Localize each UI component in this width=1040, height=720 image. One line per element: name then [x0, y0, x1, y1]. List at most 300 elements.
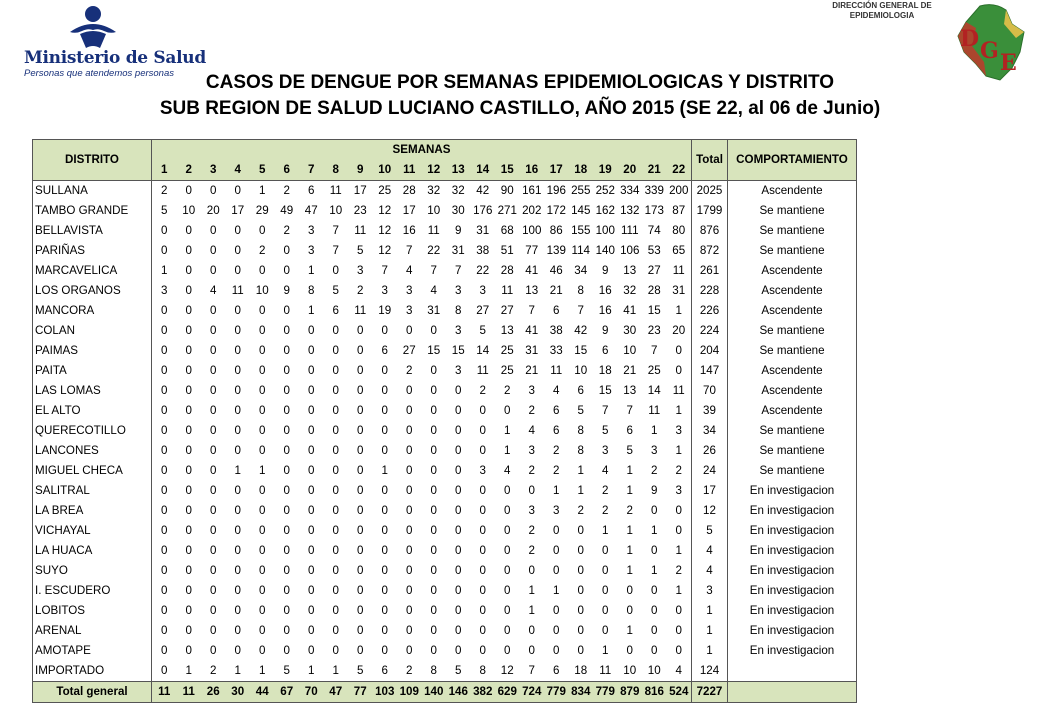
week-value: 20 — [672, 324, 686, 337]
week-value: 0 — [479, 604, 486, 617]
week-value: 0 — [234, 624, 241, 637]
week-value: 176 — [473, 204, 493, 217]
district-name: AMOTAPE — [33, 641, 152, 661]
week-value: 5 — [577, 404, 584, 417]
week-value: 0 — [357, 324, 364, 337]
table-row — [33, 461, 857, 481]
table-row — [33, 561, 857, 581]
week-value: 6 — [381, 344, 388, 357]
week-value: 4 — [553, 384, 560, 397]
week-value: 816 — [642, 682, 667, 703]
week-value: 0 — [577, 604, 584, 617]
table-row — [33, 501, 857, 521]
week-value: 3 — [455, 324, 462, 337]
week-value: 0 — [528, 564, 535, 577]
week-value: 16 — [598, 284, 612, 297]
row-total: 261 — [692, 261, 728, 281]
week-value: 1 — [308, 304, 315, 317]
district-name: MANCORA — [33, 301, 152, 321]
week-header-22: 22 — [667, 160, 692, 181]
week-value: 11 — [648, 404, 661, 417]
week-value: 0 — [332, 584, 339, 597]
row-total: 4 — [692, 561, 728, 581]
week-value: 0 — [283, 324, 290, 337]
week-value: 0 — [185, 384, 192, 397]
week-value: 0 — [234, 244, 241, 257]
week-value: 0 — [430, 404, 437, 417]
week-value: 25 — [378, 184, 392, 197]
week-value: 0 — [357, 364, 364, 377]
week-value: 1 — [528, 604, 535, 617]
week-value: 0 — [259, 224, 266, 237]
week-header-3: 3 — [201, 160, 226, 181]
week-value: 0 — [332, 324, 339, 337]
week-header-14: 14 — [471, 160, 496, 181]
week-value: 41 — [525, 264, 539, 277]
week-value: 0 — [479, 424, 486, 437]
week-value: 65 — [672, 244, 686, 257]
week-value: 11 — [177, 682, 202, 703]
row-comportamiento: Ascendente — [728, 381, 857, 401]
row-comportamiento: Ascendente — [728, 261, 857, 281]
week-value: 0 — [161, 644, 168, 657]
week-header-1: 1 — [152, 160, 177, 181]
week-value: 77 — [348, 682, 373, 703]
ministerio-person-icon — [20, 4, 170, 52]
week-value: 0 — [283, 264, 290, 277]
week-value: 30 — [226, 682, 251, 703]
week-value: 0 — [553, 604, 560, 617]
week-header-15: 15 — [495, 160, 520, 181]
week-value: 0 — [161, 444, 168, 457]
week-value: 0 — [161, 604, 168, 617]
row-comportamiento: En investigacion — [728, 481, 857, 501]
week-value: 6 — [544, 661, 569, 682]
week-value: 9 — [602, 264, 609, 277]
week-value: 0 — [528, 484, 535, 497]
week-value: 0 — [626, 644, 633, 657]
week-value: 1 — [161, 264, 168, 277]
week-value: 0 — [161, 564, 168, 577]
week-value: 9 — [455, 224, 462, 237]
week-value: 1 — [504, 444, 511, 457]
week-value: 0 — [210, 584, 217, 597]
week-value: 255 — [571, 184, 591, 197]
week-value: 8 — [577, 284, 584, 297]
week-value: 21 — [525, 364, 539, 377]
week-value: 0 — [308, 464, 315, 477]
week-value: 0 — [430, 384, 437, 397]
row-total: 1 — [692, 621, 728, 641]
week-value: 0 — [504, 644, 511, 657]
week-value: 3 — [553, 504, 560, 517]
week-value: 0 — [234, 584, 241, 597]
week-value: 0 — [259, 644, 266, 657]
week-value: 10 — [182, 204, 196, 217]
week-value: 5 — [161, 204, 168, 217]
district-name: COLAN — [33, 321, 152, 341]
week-value: 2 — [479, 384, 486, 397]
week-value: 779 — [544, 682, 569, 703]
week-value: 0 — [479, 504, 486, 517]
table-row — [33, 241, 857, 261]
week-value: 0 — [357, 404, 364, 417]
district-name: VICHAYAL — [33, 521, 152, 541]
week-value: 34 — [574, 264, 588, 277]
week-value: 111 — [620, 224, 639, 237]
week-value: 7 — [577, 304, 584, 317]
week-value: 3 — [675, 484, 682, 497]
week-value: 11 — [672, 264, 685, 277]
table-row — [33, 341, 857, 361]
row-comportamiento: Ascendente — [728, 281, 857, 301]
week-value: 0 — [185, 604, 192, 617]
week-value: 44 — [250, 682, 275, 703]
week-value: 0 — [479, 564, 486, 577]
week-value: 779 — [593, 682, 618, 703]
week-value: 15 — [427, 344, 441, 357]
row-comportamiento: En investigacion — [728, 601, 857, 621]
week-value: 339 — [644, 184, 664, 197]
week-header-17: 17 — [544, 160, 569, 181]
week-value: 1 — [626, 524, 633, 537]
week-value: 0 — [357, 604, 364, 617]
week-value: 7 — [626, 404, 633, 417]
week-value: 10 — [642, 661, 667, 682]
week-value: 0 — [406, 524, 413, 537]
week-value: 109 — [397, 682, 422, 703]
week-value: 5 — [332, 284, 339, 297]
week-value: 2 — [397, 661, 422, 682]
week-value: 9 — [651, 484, 658, 497]
week-value: 8 — [577, 444, 584, 457]
dge-letter-g: G — [980, 38, 999, 64]
week-value: 29 — [255, 204, 269, 217]
week-value: 0 — [455, 564, 462, 577]
week-value: 0 — [381, 384, 388, 397]
week-value: 0 — [430, 484, 437, 497]
table-row — [33, 381, 857, 401]
week-value: 5 — [602, 424, 609, 437]
week-value: 2 — [602, 484, 609, 497]
week-value: 22 — [427, 244, 441, 257]
week-value: 0 — [381, 584, 388, 597]
table-row — [33, 621, 857, 641]
week-value: 1 — [651, 524, 658, 537]
week-value: 27 — [500, 304, 514, 317]
table-row — [33, 541, 857, 561]
week-value: 0 — [259, 404, 266, 417]
row-total: 228 — [692, 281, 728, 301]
week-header-7: 7 — [299, 160, 324, 181]
row-total: 70 — [692, 381, 728, 401]
week-value: 0 — [479, 524, 486, 537]
week-value: 0 — [381, 404, 388, 417]
week-value: 0 — [185, 584, 192, 597]
week-value: 3 — [479, 284, 486, 297]
week-value: 0 — [161, 464, 168, 477]
dengue-table-container — [32, 139, 857, 703]
week-value: 11 — [354, 224, 367, 237]
week-value: 68 — [500, 224, 514, 237]
week-value: 7 — [520, 661, 545, 682]
week-value: 0 — [185, 344, 192, 357]
week-value: 0 — [406, 584, 413, 597]
week-value: 6 — [553, 304, 560, 317]
week-value: 25 — [647, 364, 661, 377]
week-value: 1 — [553, 584, 560, 597]
week-value: 0 — [577, 564, 584, 577]
row-comportamiento: Se mantiene — [728, 341, 857, 361]
week-value: 13 — [623, 384, 637, 397]
week-value: 0 — [332, 464, 339, 477]
week-value: 0 — [259, 384, 266, 397]
week-value: 0 — [259, 364, 266, 377]
week-value: 0 — [161, 324, 168, 337]
week-value: 0 — [308, 624, 315, 637]
week-value: 382 — [471, 682, 496, 703]
week-value: 27 — [402, 344, 416, 357]
col-header-distrito: DISTRITO — [33, 140, 152, 181]
week-value: 0 — [675, 644, 682, 657]
district-name: PARIÑAS — [33, 241, 152, 261]
week-value: 11 — [427, 224, 440, 237]
row-total: 4 — [692, 541, 728, 561]
week-header-11: 11 — [397, 160, 422, 181]
week-value: 0 — [234, 384, 241, 397]
week-value: 7 — [381, 264, 388, 277]
week-value: 0 — [381, 524, 388, 537]
week-value: 0 — [357, 344, 364, 357]
week-value: 0 — [308, 384, 315, 397]
week-value: 0 — [234, 504, 241, 517]
week-value: 0 — [675, 604, 682, 617]
row-comportamiento: En investigacion — [728, 501, 857, 521]
week-header-9: 9 — [348, 160, 373, 181]
week-value: 0 — [577, 524, 584, 537]
col-header-semanas: SEMANAS — [152, 140, 692, 161]
week-value: 3 — [308, 244, 315, 257]
week-value: 0 — [406, 544, 413, 557]
week-value: 11 — [672, 384, 685, 397]
report-title — [0, 70, 1040, 122]
week-value: 5 — [357, 244, 364, 257]
week-value: 5 — [446, 661, 471, 682]
week-value: 0 — [283, 524, 290, 537]
ministerio-logo — [20, 4, 206, 79]
week-value: 0 — [357, 584, 364, 597]
table-row — [33, 401, 857, 421]
week-value: 0 — [455, 624, 462, 637]
week-value: 1 — [675, 304, 682, 317]
dge-letter-e: E — [1000, 50, 1017, 76]
week-value: 0 — [161, 364, 168, 377]
week-value: 10 — [329, 204, 343, 217]
week-value: 0 — [504, 524, 511, 537]
week-value: 27 — [476, 304, 490, 317]
week-value: 25 — [500, 344, 514, 357]
week-value: 7 — [602, 404, 609, 417]
week-value: 22 — [476, 264, 490, 277]
week-value: 23 — [647, 324, 661, 337]
week-value: 0 — [357, 444, 364, 457]
week-value: 3 — [308, 224, 315, 237]
week-value: 0 — [406, 504, 413, 517]
week-value: 8 — [455, 304, 462, 317]
week-value: 47 — [304, 204, 318, 217]
week-value: 200 — [669, 184, 689, 197]
title-line-2: SUB REGION DE SALUD LUCIANO CASTILLO, AÑO 2015 (SE 22, al 06 de Junio) — [159, 98, 881, 119]
week-value: 0 — [259, 604, 266, 617]
table-row — [33, 301, 857, 321]
row-total: 1 — [692, 601, 728, 621]
week-value: 100 — [522, 224, 542, 237]
week-value: 2 — [161, 184, 168, 197]
week-value: 10 — [618, 661, 643, 682]
week-value: 334 — [620, 184, 640, 197]
week-value: 0 — [651, 504, 658, 517]
week-value: 0 — [504, 584, 511, 597]
row-comportamiento: Ascendente — [728, 361, 857, 381]
week-value: 1 — [177, 661, 202, 682]
week-value: 139 — [546, 244, 566, 257]
week-value: 1 — [626, 544, 633, 557]
week-value: 15 — [598, 384, 612, 397]
row-total: 876 — [692, 221, 728, 241]
week-value: 0 — [332, 424, 339, 437]
week-value: 0 — [332, 504, 339, 517]
week-value: 0 — [479, 544, 486, 557]
week-value: 8 — [422, 661, 447, 682]
week-value: 0 — [308, 424, 315, 437]
week-value: 0 — [332, 364, 339, 377]
week-value: 0 — [308, 344, 315, 357]
week-value: 0 — [161, 524, 168, 537]
week-value: 67 — [275, 682, 300, 703]
week-value: 0 — [332, 404, 339, 417]
week-value: 1 — [675, 584, 682, 597]
week-value: 0 — [185, 504, 192, 517]
table-row — [33, 221, 857, 241]
week-value: 2 — [528, 544, 535, 557]
week-value: 0 — [553, 524, 560, 537]
week-value: 834 — [569, 682, 594, 703]
week-value: 6 — [626, 424, 633, 437]
week-value: 0 — [185, 424, 192, 437]
week-value: 0 — [651, 544, 658, 557]
week-value: 0 — [259, 584, 266, 597]
week-value: 0 — [332, 544, 339, 557]
week-value: 0 — [308, 484, 315, 497]
district-name: LANCONES — [33, 441, 152, 461]
week-value: 155 — [571, 224, 591, 237]
week-value: 17 — [353, 184, 367, 197]
week-value: 3 — [381, 284, 388, 297]
week-value: 1 — [553, 484, 560, 497]
week-value: 31 — [427, 304, 441, 317]
week-value: 1 — [675, 444, 682, 457]
week-value: 2 — [553, 444, 560, 457]
district-name: IMPORTADO — [33, 661, 152, 682]
week-value: 70 — [299, 682, 324, 703]
row-comportamiento: Ascendente — [728, 401, 857, 421]
week-value: 0 — [430, 624, 437, 637]
week-value: 0 — [308, 584, 315, 597]
week-value: 0 — [234, 264, 241, 277]
week-value: 30 — [623, 324, 637, 337]
week-value: 38 — [476, 244, 490, 257]
row-total: 7227 — [692, 682, 728, 703]
week-value: 0 — [283, 644, 290, 657]
week-value: 0 — [234, 224, 241, 237]
week-value: 0 — [455, 384, 462, 397]
week-value: 0 — [406, 444, 413, 457]
week-value: 10 — [574, 364, 588, 377]
week-value: 0 — [577, 624, 584, 637]
week-value: 0 — [504, 624, 511, 637]
week-value: 0 — [455, 584, 462, 597]
week-value: 0 — [234, 424, 241, 437]
week-value: 11 — [152, 682, 177, 703]
week-value: 0 — [210, 184, 217, 197]
week-value: 0 — [406, 604, 413, 617]
week-value: 0 — [283, 604, 290, 617]
table-row — [33, 261, 857, 281]
week-value: 11 — [476, 364, 489, 377]
week-value: 1 — [299, 661, 324, 682]
week-value: 16 — [402, 224, 416, 237]
week-value: 32 — [427, 184, 441, 197]
week-value: 0 — [504, 504, 511, 517]
week-value: 103 — [373, 682, 398, 703]
week-header-6: 6 — [275, 160, 300, 181]
row-comportamiento: En investigacion — [728, 641, 857, 661]
week-value: 0 — [651, 644, 658, 657]
week-value: 0 — [381, 544, 388, 557]
row-comportamiento: En investigacion — [728, 561, 857, 581]
week-value: 0 — [234, 604, 241, 617]
week-value: 0 — [259, 524, 266, 537]
week-value: 0 — [675, 624, 682, 637]
table-row — [33, 521, 857, 541]
week-value: 1 — [504, 424, 511, 437]
week-value: 0 — [283, 244, 290, 257]
total-general-row — [33, 682, 857, 703]
week-value: 0 — [259, 504, 266, 517]
week-value: 3 — [357, 264, 364, 277]
row-total: 24 — [692, 461, 728, 481]
week-value: 1 — [324, 661, 349, 682]
week-value: 1 — [626, 484, 633, 497]
row-total: 1799 — [692, 201, 728, 221]
week-value: 114 — [571, 244, 590, 257]
week-value: 51 — [500, 244, 514, 257]
week-value: 0 — [210, 384, 217, 397]
week-value: 26 — [201, 682, 226, 703]
row-comportamiento: Se mantiene — [728, 201, 857, 221]
week-value: 0 — [479, 444, 486, 457]
week-value: 0 — [602, 624, 609, 637]
row-total: 224 — [692, 321, 728, 341]
week-value: 4 — [430, 284, 437, 297]
week-value: 0 — [161, 624, 168, 637]
week-value: 0 — [577, 584, 584, 597]
week-value: 0 — [479, 484, 486, 497]
week-value: 0 — [161, 244, 168, 257]
week-value: 0 — [234, 444, 241, 457]
week-value: 7 — [651, 344, 658, 357]
week-value: 0 — [210, 344, 217, 357]
